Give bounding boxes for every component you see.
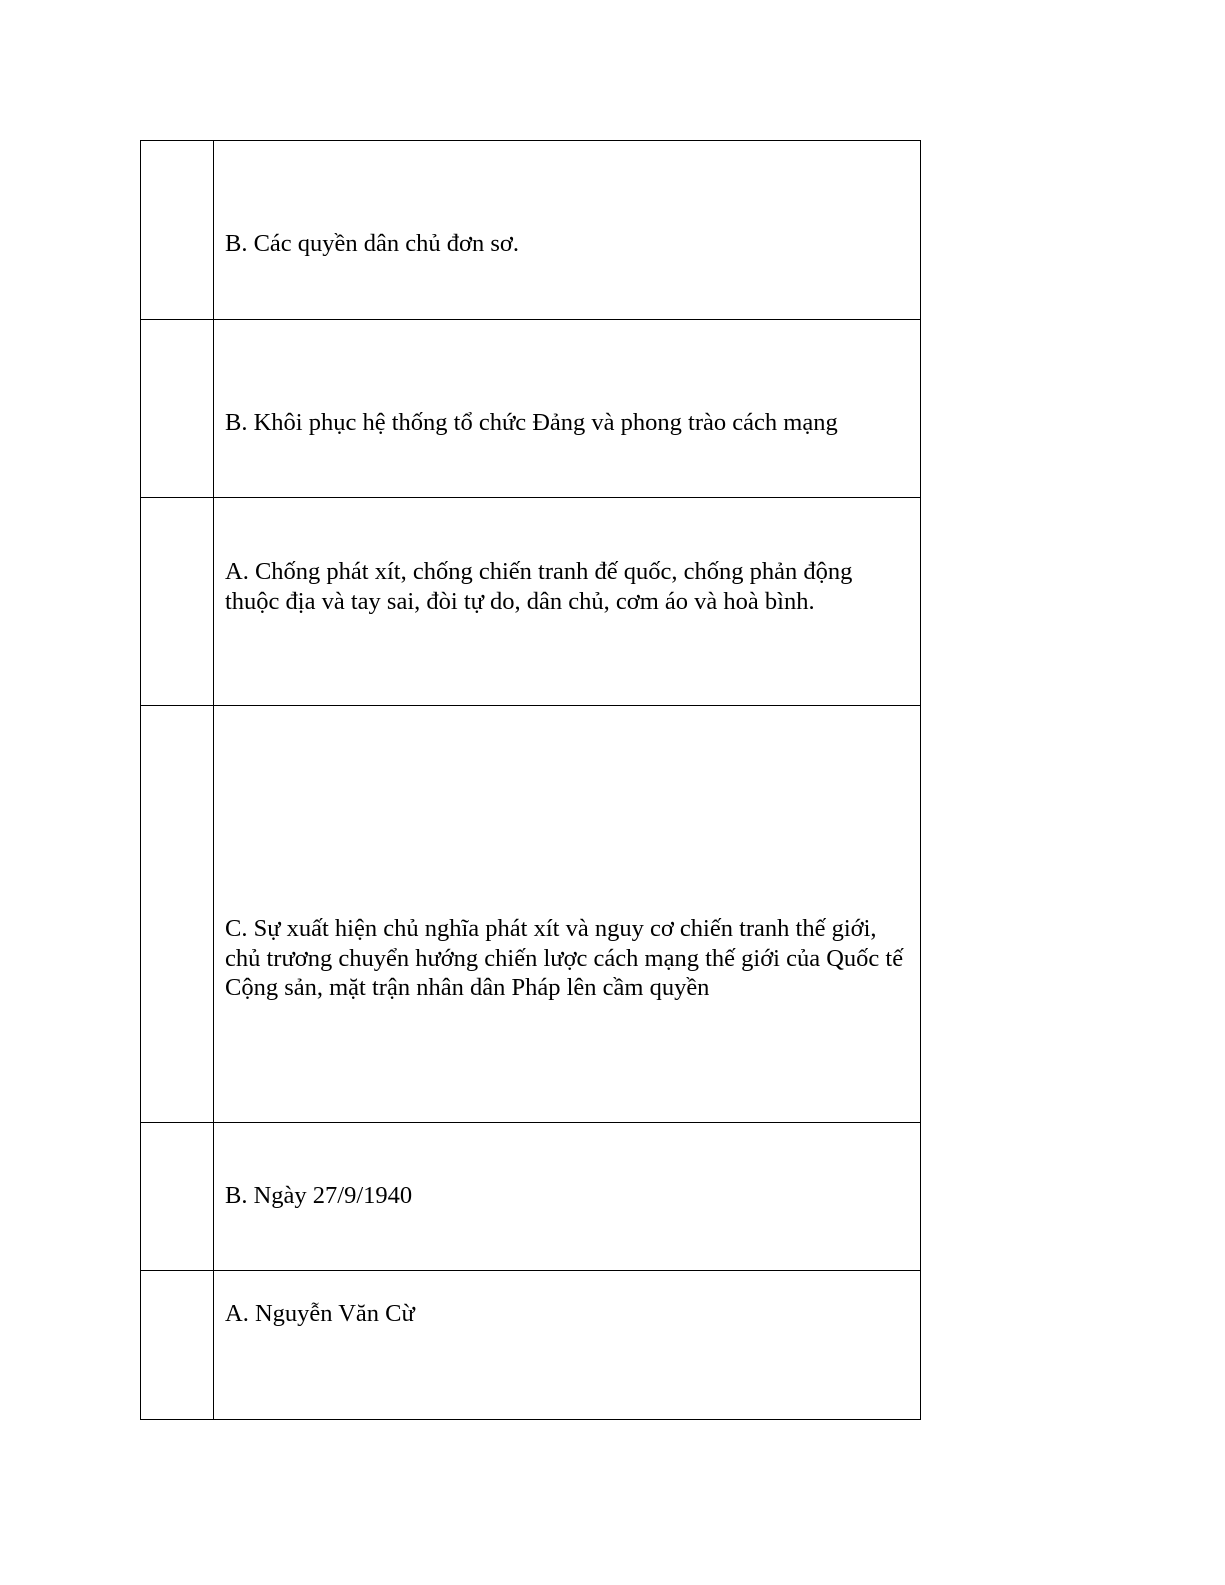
answer-cell	[214, 1271, 921, 1420]
table-row	[141, 141, 921, 320]
table-row	[141, 498, 921, 706]
answer-text: B. Các quyền dân chủ đơn sơ.	[225, 230, 519, 257]
answer-cell	[214, 498, 921, 706]
question-number-cell	[141, 1123, 214, 1271]
answer-text: A. Nguyễn Văn Cừ	[225, 1300, 415, 1327]
answer-cell	[214, 706, 921, 1123]
table-row	[141, 706, 921, 1123]
answer-cell	[214, 1123, 921, 1271]
answer-cell	[214, 141, 921, 320]
question-number-cell	[141, 706, 214, 1123]
answer-text: B. Ngày 27/9/1940	[225, 1182, 413, 1209]
table-row	[141, 1123, 921, 1271]
answer-text: C. Sự xuất hiện chủ nghĩa phát xít và nguy cơ chiến tranh thế giới, chủ trương chuyển hướng chiến lược cách mạng thế giới của Quốc tế Cộng sản, mặt trận nhân dân Pháp lên cầm quyền	[225, 915, 904, 1001]
answer-cell	[214, 320, 921, 498]
table-row	[141, 320, 921, 498]
question-number-cell	[141, 498, 214, 706]
question-number-cell	[141, 1271, 214, 1420]
question-number-cell	[141, 320, 214, 498]
answer-text: B. Khôi phục hệ thống tổ chức Đảng và phong trào cách mạng	[225, 409, 838, 436]
answer-text: A. Chống phát xít, chống chiến tranh đế quốc, chống phản động thuộc địa và tay sai, đòi tự do, dân chủ, cơm áo và hoà bình.	[225, 558, 853, 615]
table-row	[141, 1271, 921, 1420]
answer-table	[140, 140, 921, 1420]
question-number-cell	[141, 141, 214, 320]
